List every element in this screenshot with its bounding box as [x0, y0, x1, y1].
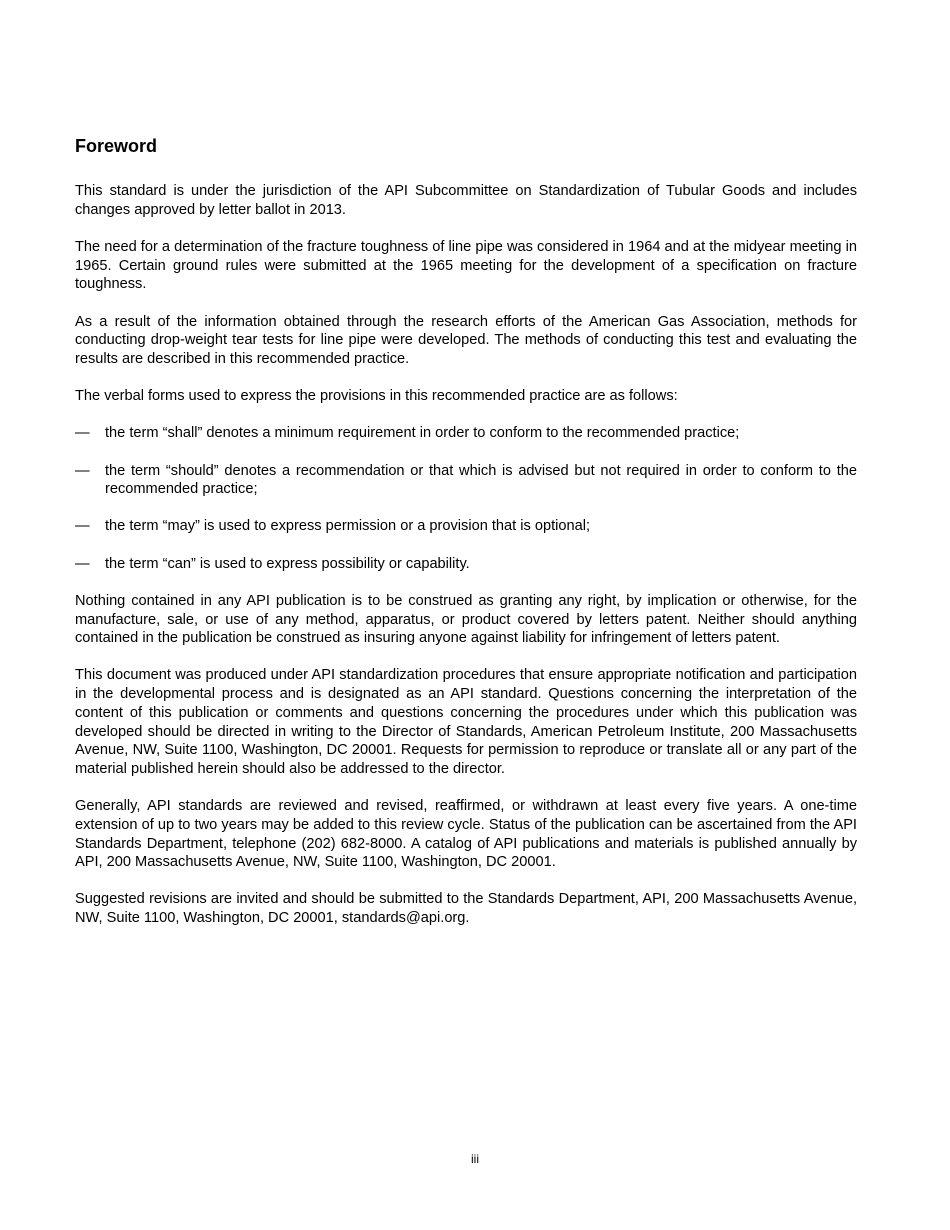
list-item-may [75, 517, 857, 536]
list-item-text: the term “should” denotes a recommendation or that which is advised but not required in order to conform to the recommended practice; [105, 462, 857, 498]
list-item-should [75, 462, 857, 499]
list-item-text: the term “shall” denotes a minimum requirement in order to conform to the recommended practice; [105, 425, 740, 442]
paragraph-verbal-forms: The verbal forms used to express the provisions in this recommended practice are as follows: [75, 388, 678, 405]
list-item-shall [75, 424, 857, 443]
paragraph-history: The need for a determination of the fracture toughness of line pipe was considered in 1964 and at the midyear meeting in 1965. Certain ground rules were submitted at the 1965 meeting for the development of a specification on fracture toughness. [75, 238, 857, 293]
dash-bullet: — [75, 555, 90, 572]
dash-bullet: — [75, 518, 90, 535]
dash-bullet: — [75, 425, 90, 442]
paragraph-review-cycle: Generally, API standards are reviewed and revised, reaffirmed, or withdrawn at least every five years. A one-time extension of up to two years may be added to this review cycle. Status of the publication can be ascertained from the API Standards Department, telephone (202) 682-8000. A catalog of API publications and materials is published annually by API, 200 Massachusetts Avenue, NW, Suite 1100, Washington, DC 20001. [75, 798, 857, 871]
paragraph-research: As a result of the information obtained through the research efforts of the American Gas Association, methods for conducting drop-weight tear tests for line pipe were developed. The methods of conducting this test and evaluating the results are described in this recommended practice. [75, 313, 857, 367]
list-item-text: the term “can” is used to express possibility or capability. [105, 555, 470, 572]
page-number: iii [471, 1152, 479, 1166]
paragraph-patents: Nothing contained in any API publication is to be construed as granting any right, by implication or otherwise, for the manufacture, sale, or use of any method, apparatus, or product covered by letters patent. Neither should anything contained in the publication be construed as insuring anyone against liability for infringement of letters patent. [75, 592, 857, 647]
paragraph-revisions: Suggested revisions are invited and should be submitted to the Standards Department, API, 200 Massachusetts Avenue, NW, Suite 1100, Washington, DC 20001, standards@api.org. [75, 891, 857, 927]
paragraph-procedures: This document was produced under API standardization procedures that ensure appropriate notification and participation in the developmental process and is designated as an API standard. Questions concerning the interpretation of the content of this publication or comments and questions concerning the procedures under which this publication was developed should be directed in writing to the Director of Standards, American Petroleum Institute, 200 Massachusetts Avenue, NW, Suite 1100, Washington, DC 20001. Requests for permission to reproduce or translate all or any part of the material published herein should also be addressed to the director. [75, 667, 857, 777]
dash-bullet: — [75, 462, 90, 479]
page-title: Foreword [75, 136, 158, 156]
list-item-can [75, 555, 857, 574]
paragraph-jurisdiction: This standard is under the jurisdiction of the API Subcommittee on Standardization of Tubular Goods and includes changes approved by letter ballot in 2013. [75, 183, 857, 218]
foreword-body [75, 182, 857, 946]
list-item-text: the term “may” is used to express permission or a provision that is optional; [105, 518, 591, 535]
